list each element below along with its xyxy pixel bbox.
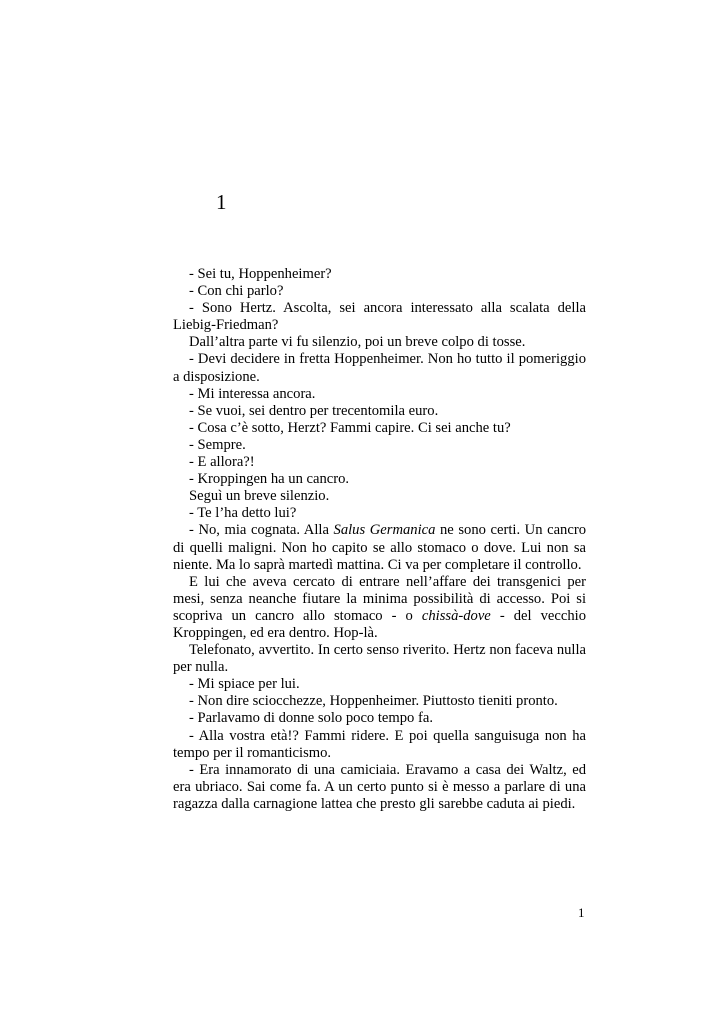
paragraph: - Se vuoi, sei dentro per trecentomila euro. [189,402,439,419]
paragraph: - Non dire sciocchezze, Hoppenheimer. Piuttosto tieniti pronto. [189,693,558,710]
paragraph [173,522,586,573]
paragraph [173,574,586,642]
paragraph: - Era innamorato di una camiciaia. Eravamo a casa dei Waltz, ed era ubriaco. Sai come fa. A un certo punto si è messo a parlare di una ragazza dalla carnagione lattea che presto gli sarebbe caduta ai piedi. [173,761,586,812]
paragraph: Seguì un breve silenzio. [189,488,330,505]
paragraph: - Cosa c’è sotto, Herzt? Fammi capire. Ci sei anche tu? [189,419,511,436]
paragraph: - Mi interessa ancora. [189,385,316,402]
paragraph: - Alla vostra età!? Fammi ridere. E poi quella sanguisuga non ha tempo per il romanticismo. [173,727,586,761]
paragraph: - Devi decidere in fretta Hoppenheimer. Non ho tutto il pomeriggio a disposizione. [173,351,586,385]
paragraph: - Sono Hertz. Ascolta, sei ancora interessato alla scalata della Liebig-Friedman? [173,300,586,334]
paragraph: - Sei tu, Hoppenheimer? [189,266,332,282]
paragraph-text: - No, mia cognata. Alla [189,522,334,539]
paragraph: Dall’altra parte vi fu silenzio, poi un breve colpo di tosse. [189,334,526,351]
paragraph: - Parlavamo di donne solo poco tempo fa. [189,710,433,727]
chapter-number: 1 [216,190,227,214]
italic-text: chissà-dove [421,607,491,624]
paragraph: - E allora?! [189,454,255,471]
paragraph: Telefonato, avvertito. In certo senso riverito. Hertz non faceva nulla per nulla. [173,642,586,676]
paragraph: - Mi spiace per lui. [189,676,300,693]
paragraph-text: ne sono certi. Un cancro di quelli maligni. Non ho capito se allo stomaco o dove. Lui non sa niente. Ma lo saprà martedì mattina. Ci va per completare il controllo. [173,522,586,573]
paragraph: - Con chi parlo? [189,283,284,300]
paragraph-text: - del vecchio Kroppingen, ed era dentro. Hop-là. [173,607,586,641]
paragraph: - Kroppingen ha un cancro. [189,471,350,488]
paragraph: - Te l’ha detto lui? [189,505,297,522]
body-text [173,266,586,813]
paragraph-text: E lui che aveva cercato di entrare nell’affare dei transgenici per mesi, senza neanche fiutare la minima possibilità di accesso. Poi si scopriva un cancro allo stomaco - o [173,573,586,624]
page-number: 1 [578,905,585,920]
paragraph: - Sempre. [189,436,246,453]
italic-text: Salus Germanica [333,522,436,539]
